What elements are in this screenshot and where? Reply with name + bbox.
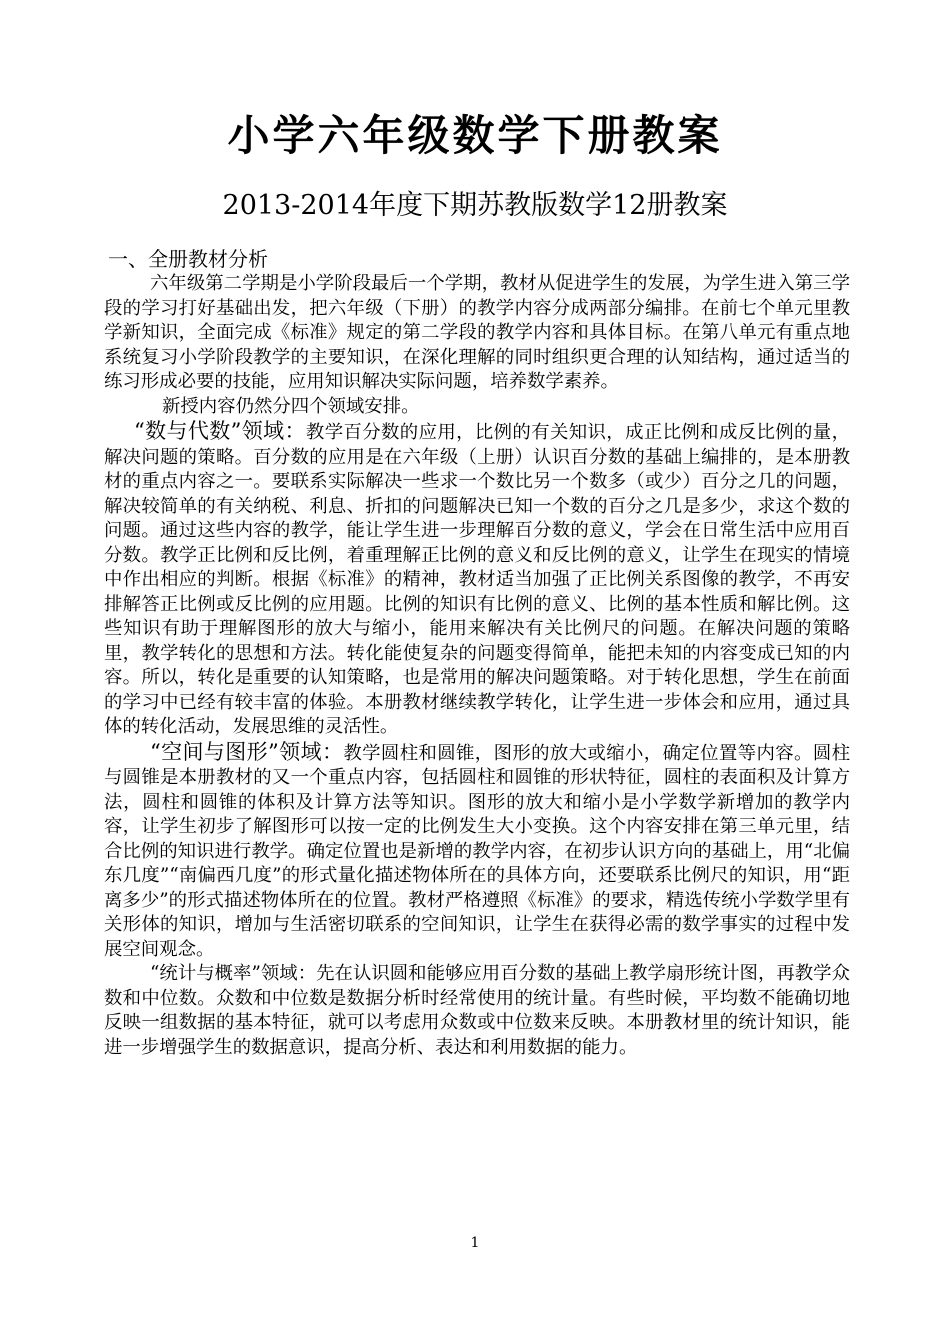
- document-title: 小学六年级数学下册教案: [227, 111, 723, 160]
- numbers-algebra-paragraph: [104, 419, 850, 740]
- overview-paragraph: 六年级第二学期是小学阶段最后一个学期，教材从促进学生的发展，为学生进入第三学段的学习打好基础出发，把六年级（下册）的教学内容分成两部分编排。在前七个单元里教学新知识，全面完成《标准》规定的第二学段的教学内容和具体目标。在第八单元有重点地系统复习小学阶段教学的主要知识，在深化理解的同时组织更合理的认知结构，通过适当的练习形成必要的技能，应用知识解决实际问题，培养数学素养。: [104, 273, 850, 392]
- space-geometry-text: 教学圆柱和圆锥，图形的放大或缩小，确定位置等内容。圆柱与圆锥是本册教材的又一个重点内容，包括圆柱和圆锥的形状特征，圆柱的表面积及计算方法，圆柱和圆锥的体积及计算方法等知识。图形的放大和缩小是小学数学新增加的教学内容，让学生初步了解图形可以按一定的比例发生大小变换。这个内容安排在第三单元里，结合比例的知识进行教学。确定位置也是新增的教学内容，在初步认识方向的基础上，用“北偏东几度”“南偏西几度”的形式量化描述物体所在的具体方向，还要联系比例尺的知识，用“距离多少”的形式描述物体所在的位置。教材严格遵照《标准》的要求，精选传统小学数学里有关形体的知识，增加与生活密切联系的空间知识，让学生在获得必需的数学事实的过程中发展空间观念。: [104, 742, 850, 960]
- numbers-algebra-label: “数与代数”领域：: [134, 419, 306, 443]
- statistics-probability-paragraph: [104, 962, 850, 1060]
- numbers-algebra-text: 教学百分数的应用，比例的有关知识，成正比例和成反比例的量，解决问题的策略。百分数的应用是在六年级（上册）认识百分数的基础上编排的，是本册教材的重点内容之一。要联系实际解决一些求一个数比另一个数多（或少）百分之几的问题，解决较简单的有关纳税、利息、折扣的问题解决已知一个数的百分之几是多少，求这个数的问题。通过这些内容的教学，能让学生进一步理解百分数的意义，学会在日常生活中应用百分数。教学正比例和反比例，着重理解正比例的意义和反比例的意义，让学生在现实的情境中作出相应的判断。根据《标准》的精神，教材适当加强了正比例关系图像的教学，不再安排解答正比例或反比例的应用题。比例的知识有比例的意义、比例的基本性质和解比例。这些知识有助于理解图形的放大与缩小，能用来解决有关比例尺的问题。在解决问题的策略里，教学转化的思想和方法。转化能使复杂的问题变得简单，能把未知的内容变成已知的内容。所以，转化是重要的认知策略，也是常用的解决问题策略。对于转化思想，学生在前面的学习中已经有较丰富的体验。本册教材继续教学转化，让学生进一步体会和应用，通过具体的转化活动，发展思维的灵活性。: [104, 422, 850, 737]
- statistics-probability-label: “统计与概率”领域：: [150, 963, 317, 984]
- document-body: [104, 246, 850, 1060]
- domains-intro-paragraph: 新授内容仍然分四个领域安排。: [162, 395, 420, 417]
- page-number: 1: [470, 1235, 480, 1251]
- space-geometry-label: “空间与图形”领域：: [150, 739, 344, 764]
- space-geometry-paragraph: [104, 740, 850, 963]
- section-heading: 一、全册教材分析: [108, 247, 268, 271]
- statistics-probability-text: 先在认识圆和能够应用百分数的基础上教学扇形统计图，再教学众数和中位数。众数和中位数是数据分析时经常使用的统计量。有些时候，平均数不能确切地反映一组数据的基本特征，就可以考虑用众数或中位数来反映。本册教材里的统计知识，能进一步增强学生的数据意识，提高分析、表达和利用数据的能力。: [104, 963, 850, 1058]
- document-subtitle: 2013-2014年度下期苏教版数学12册教案: [222, 190, 728, 221]
